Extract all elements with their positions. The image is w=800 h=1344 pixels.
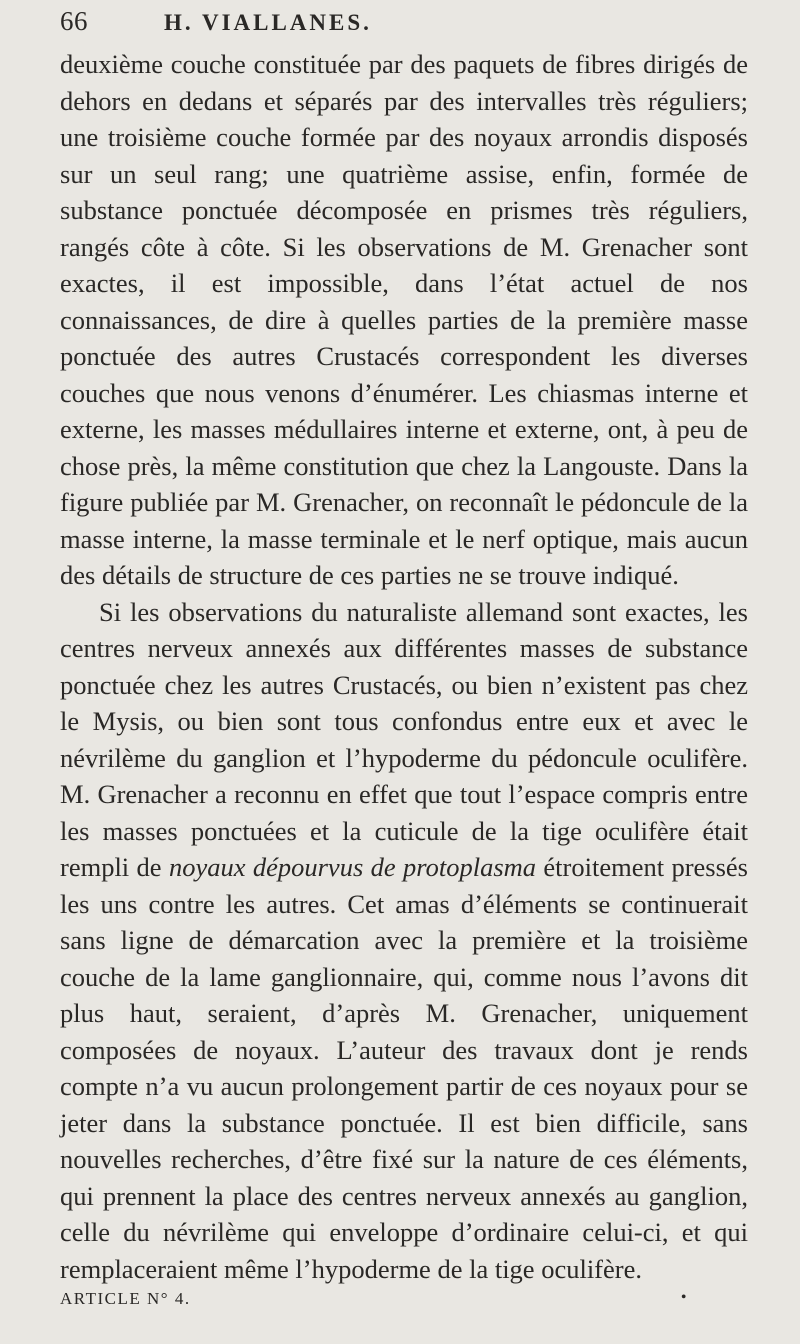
paragraph-text: étroitement pressés les uns contre les autres. Cet amas d’éléments se continuerait sans ligne de démarcation avec la première et la troisième couche de la lame ganglionnaire, qui, comme nous l’avons dit plus haut, seraient, d’après M. Grenacher, uniquement composées de noyaux. L’auteur des travaux dont je rends compte n’a vu aucun prolongement partir de ces noyaux pour se jeter dans la substance ponctuée. Il est bien difficile, sans nouvelles recherches, d’être fixé sur la nature de ces éléments, qui prennent la place des centres nerveux annexés au ganglion, celle du névrilème qui enveloppe d’ordinaire celui-ci, et qui remplaceraient même l’hypoderme de la tige oculifère. (60, 852, 748, 1284)
paragraph (60, 594, 748, 1288)
page-number: 66 (60, 6, 88, 36)
italic-term: noyaux dépourvus de protoplasma (168, 852, 537, 882)
running-head (60, 6, 748, 46)
signature-mark: • (680, 1289, 688, 1306)
body-text (60, 46, 748, 1287)
signature-line (60, 1289, 748, 1309)
paragraph-continued (60, 46, 748, 594)
paragraph-text: Si les observations du naturaliste allemand sont exactes, les centres nerveux annexés aux différentes masses de substance ponctuée chez les autres Crustacés, ou bien n’existent pas chez le Mysis, ou bien sont tous confondus entre eux et avec le névrilème du ganglion et l’hypoderme du pédoncule oculifère. M. Grenacher a reconnu en effet que tout l’espace compris entre les masses ponctuées et la cuticule de la tige oculifère était rempli de (60, 596, 748, 882)
paragraph-text: deuxième couche constituée par des paquets de fibres dirigés de dehors en dedans et séparés par des intervalles très réguliers; une troisième couche formée par des noyaux arrondis disposés sur un seul rang; une quatrième assise, enfin, formée de substance ponctuée décomposée en prismes très réguliers, rangés côte à côte. Si les observations de M. Grenacher sont exactes, il est impossible, dans l’état actuel de nos connaissances, de dire à quelles parties de la première masse ponctuée des autres Crustacés correspondent les diverses couches que nous venons d’énumérer. Les chiasmas interne et externe, les masses médullaires interne et externe, ont, à peu de chose près, la même constitution que chez la Langouste. Dans la figure publiée par M. Grenacher, on reconnaît le pédoncule de la masse interne, la masse terminale et le nerf optique, mais aucun des détails de structure de ces parties ne se trouve indiqué. (60, 49, 748, 590)
article-signature: ARTICLE N° 4. (60, 1289, 191, 1308)
running-title: H. VIALLANES. (164, 10, 372, 35)
